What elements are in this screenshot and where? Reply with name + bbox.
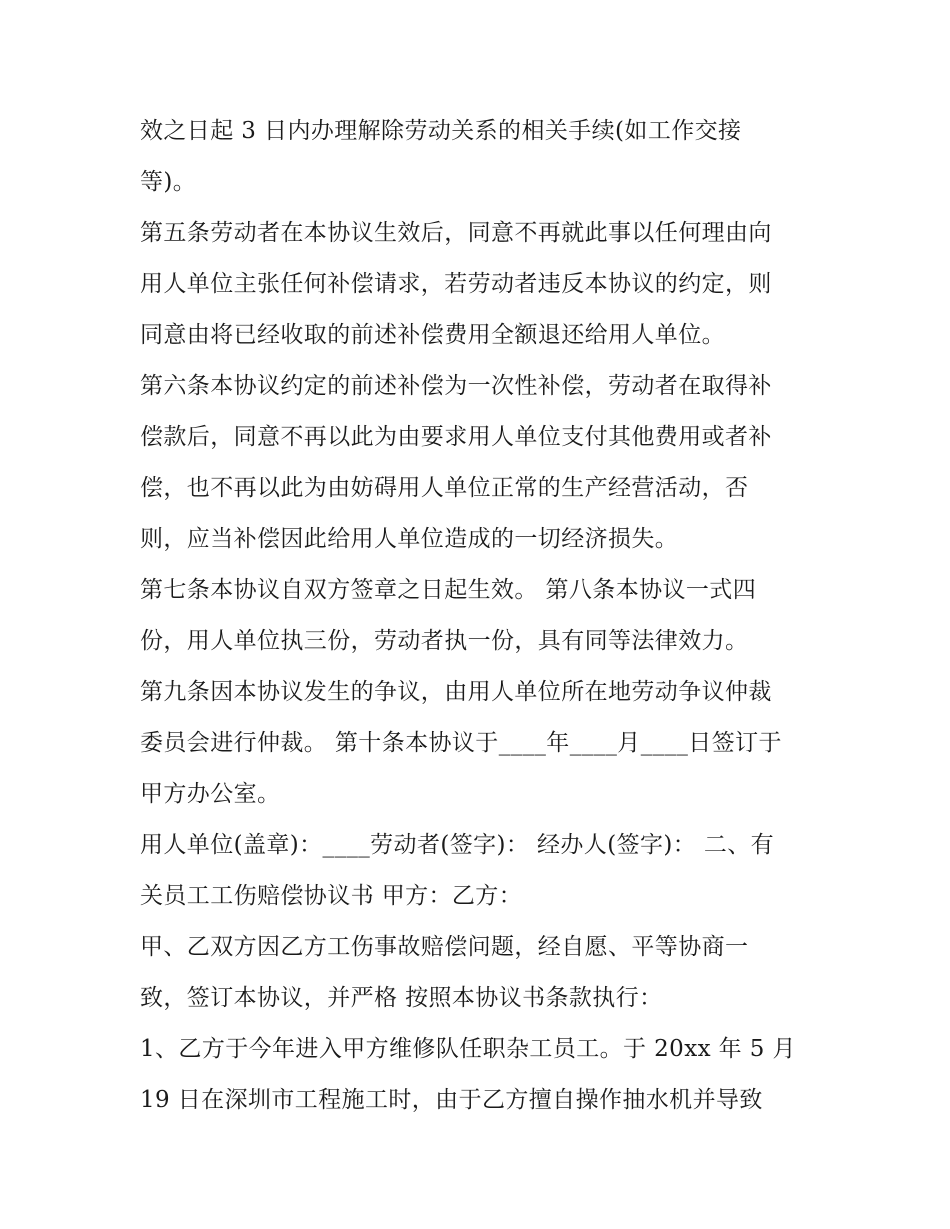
text-line: 第九条因本协议发生的争议，由用人单位所在地劳动争议仲裁 xyxy=(140,679,772,705)
text-line: 关员工工伤赔偿协议书 甲方：乙方： xyxy=(140,883,523,909)
text-line: 则，应当补偿因此给用人单位造成的一切经济损失。 xyxy=(140,526,679,552)
text-line: 甲方办公室。 xyxy=(140,781,281,807)
text-line: 用人单位主张任何补偿请求，若劳动者违反本协议的约定，则 xyxy=(140,271,772,297)
text-line: 份，用人单位执三份，劳动者执一份，具有同等法律效力。 xyxy=(140,628,749,654)
text-line: 致，签订本协议，并严格 按照本协议书条款执行： xyxy=(140,985,663,1011)
text-line: 偿款后，同意不再以此为由要求用人单位支付其他费用或者补 xyxy=(140,424,772,450)
text-line: 甲、乙双方因乙方工伤事故赔偿问题，经自愿、平等协商一 xyxy=(140,934,749,960)
text-line: 用人单位(盖章)：____劳动者(签字)： 经办人(签字)： 二、有 xyxy=(140,832,775,858)
text-line: 效之日起 3 日内办理解除劳动关系的相关手续(如工作交接 xyxy=(140,118,742,144)
text-line: 第七条本协议自双方签章之日起生效。 第八条本协议一式四 xyxy=(140,577,757,603)
text-line: 1、乙方于今年进入甲方维修队任职杂工员工。于 20xx 年 5 月 xyxy=(140,1036,796,1062)
text-line: 偿，也不再以此为由妨碍用人单位正常的生产经营活动，否 xyxy=(140,475,749,501)
text-line: 等)。 xyxy=(140,169,197,195)
text-line: 19 日在深圳市工程施工时，由于乙方擅自操作抽水机并导致 xyxy=(140,1087,763,1113)
text-line: 同意由将已经收取的前述补偿费用全额退还给用人单位。 xyxy=(140,322,725,348)
text-line: 第五条劳动者在本协议生效后，同意不再就此事以任何理由向 xyxy=(140,220,772,246)
text-line: 委员会进行仲裁。 第十条本协议于____年____月____日签订于 xyxy=(140,730,782,756)
document-body xyxy=(140,109,820,1129)
text-line: 第六条本协议约定的前述补偿为一次性补偿，劳动者在取得补 xyxy=(140,373,772,399)
